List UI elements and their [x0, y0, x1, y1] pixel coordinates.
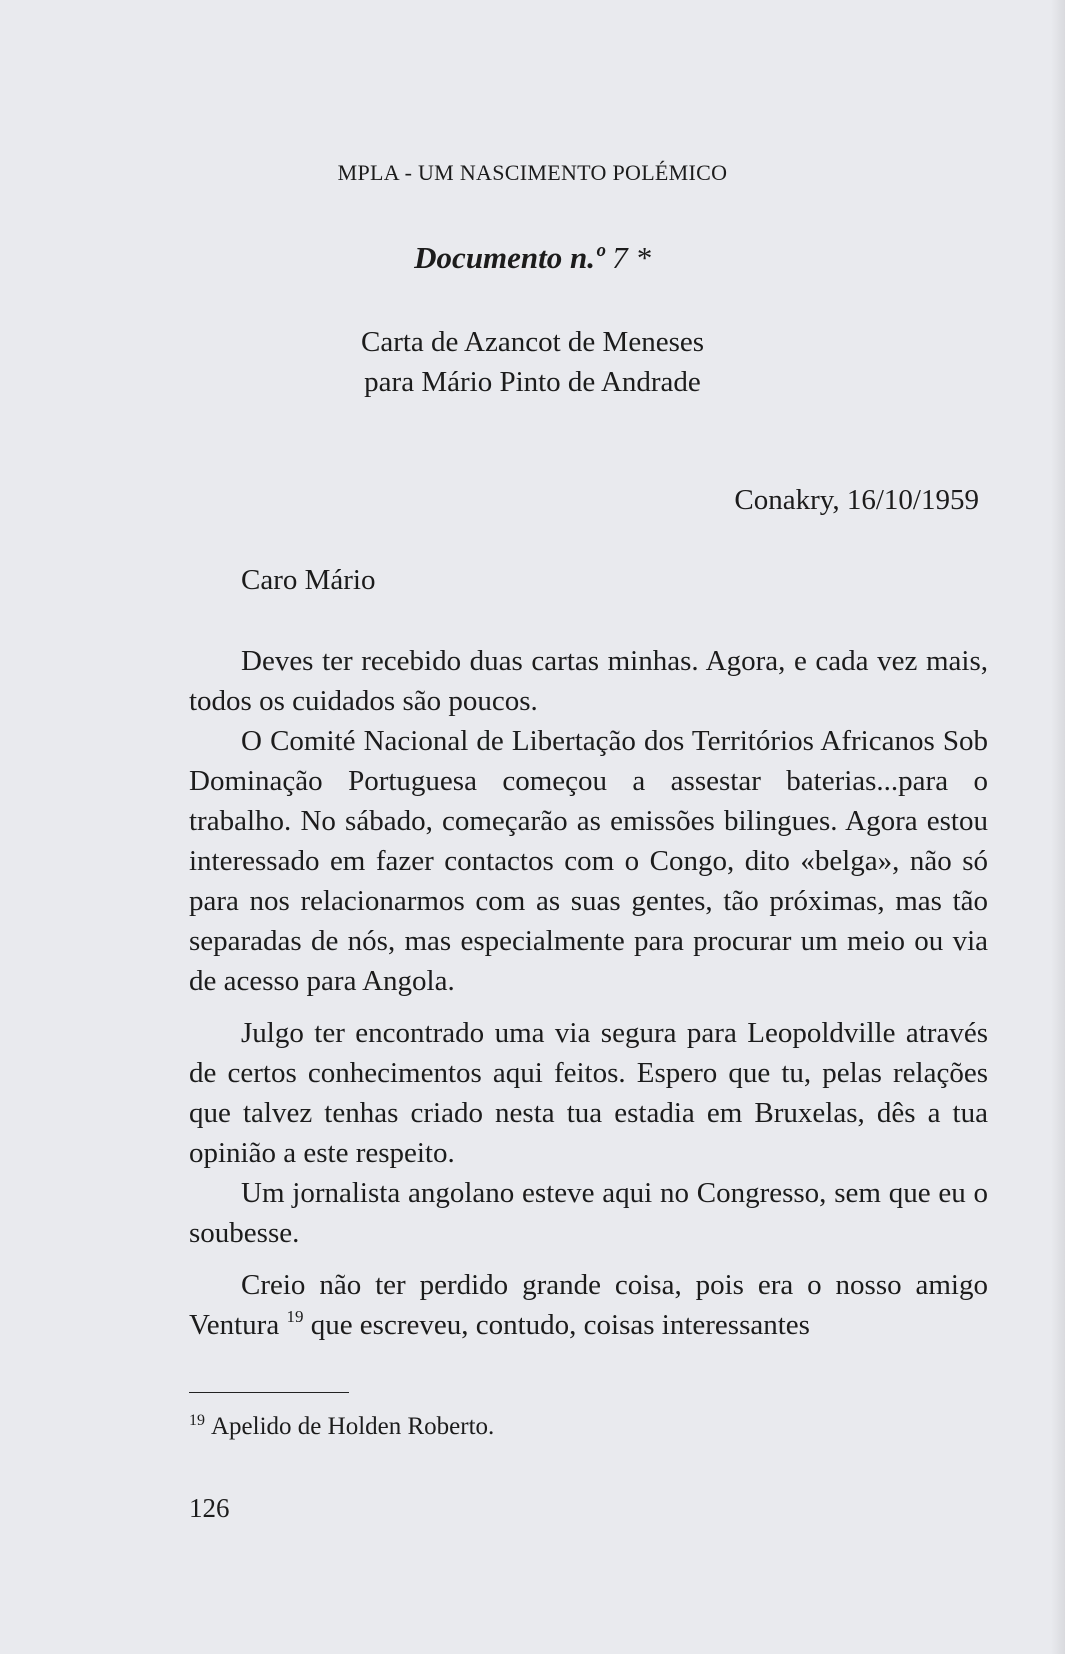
- footnote-marker: 19: [189, 1412, 205, 1429]
- paragraph-2: O Comité Nacional de Libertação dos Territórios Africanos Sob Dominação Portuguesa começou a assestar baterias...para o trabalho. No sábado, começarão as emissões bilingues. Agora estou interessado em fazer contactos com o Congo, dito «belga», não só para nos relacionarmos com as suas gentes, tão próximas, mas tão separadas de nós, mas especialmente para procurar um meio ou via de acesso para Angola.: [189, 725, 988, 997]
- paragraph-5-end: que escreveu, contudo, coisas interessantes: [303, 1309, 810, 1341]
- footnote-reference: 19: [286, 1307, 304, 1326]
- footnote-text: Apelido de Holden Roberto.: [211, 1413, 495, 1440]
- footnote: [189, 1413, 494, 1441]
- document-title: [0, 240, 1065, 276]
- document-title-label: Documento n.º: [414, 240, 605, 275]
- letter-body: [189, 641, 988, 1345]
- salutation: Caro Mário: [241, 564, 376, 596]
- paragraph-5-start: Creio não ter perdido grande coisa, pois era o nosso amigo Ventura: [189, 1269, 988, 1341]
- running-head: MPLA - UM NASCIMENTO POLÉMICO: [337, 160, 728, 185]
- letter-subtitle: [0, 322, 1065, 402]
- dateline: Conakry, 16/10/1959: [734, 484, 979, 516]
- page-number: 126: [189, 1493, 230, 1523]
- document-title-number: 7 *: [612, 240, 651, 275]
- paragraph-4: Um jornalista angolano esteve aqui no Congresso, sem que eu o soubesse.: [189, 1177, 988, 1249]
- footnote-divider: [189, 1392, 349, 1393]
- subtitle-line-2: para Mário Pinto de Andrade: [364, 366, 701, 398]
- paragraph-3: Julgo ter encontrado uma via segura para Leopoldville através de certos conhecimentos aqui feitos. Espero que tu, pelas relações que talvez tenhas criado nesta tua estadia em Bruxelas, dês a tua opinião a este respeito.: [189, 1017, 988, 1169]
- subtitle-line-1: Carta de Azancot de Meneses: [360, 326, 705, 358]
- paragraph-1: Deves ter recebido duas cartas minhas. Agora, e cada vez mais, todos os cuidados são poucos.: [189, 645, 988, 717]
- paragraph-5: [189, 1265, 988, 1345]
